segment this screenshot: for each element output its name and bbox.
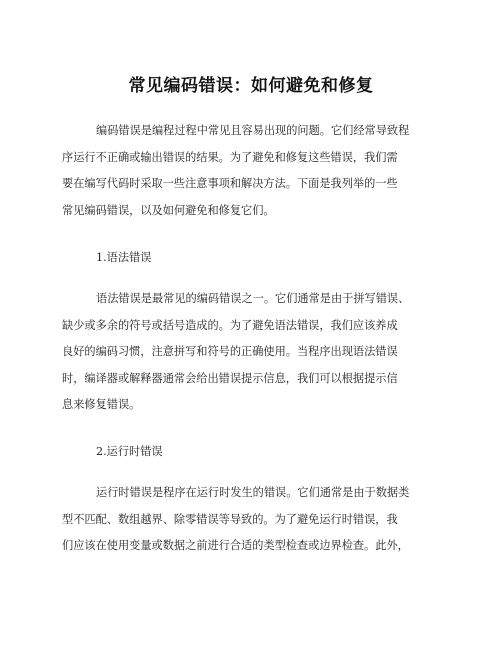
section-2-heading: 2.运行时错误 [96, 445, 163, 458]
section-1-line-5: 息来修复错误。 [62, 398, 141, 411]
section-1-line-2: 缺少或多余的符号或括号造成的。为了避免语法错误，我们应该养成 [62, 319, 398, 332]
section-1-line-1: 语法错误是最常见的编码错误之一。它们通常是由于拼写错误、 [96, 292, 410, 305]
section-1-line-4: 时，编译器或解释器通常会给出错误提示信息，我们可以根据提示信 [62, 372, 398, 385]
section-2-line-3: 们应该在使用变量或数据之前进行合适的类型检查或边界检查。此外， [62, 539, 409, 552]
intro-line-4: 常见编码错误，以及如何避免和修复它们。 [62, 204, 275, 217]
section-2-line-1: 运行时错误是程序在运行时发生的错误。它们通常是由于数据类 [96, 486, 410, 499]
section-2-line-2: 型不匹配、数组越界、除零错误等导致的。为了避免运行时错误，我 [62, 513, 398, 526]
section-1-heading: 1.语法错误 [96, 251, 152, 264]
intro-line-2: 序运行不正确或输出错误的结果。为了避免和修复这些错误，我们需 [62, 151, 398, 164]
intro-line-3: 要在编写代码时采取一些注意事项和解决方法。下面是我列举的一些 [62, 177, 398, 190]
section-1-line-3: 良好的编码习惯，注意拼写和符号的正确使用。当程序出现语法错误 [62, 345, 398, 358]
document-title: 常见编码错误：如何避免和修复 [128, 76, 374, 96]
intro-line-1: 编码错误是编程过程中常见且容易出现的问题。它们经常导致程 [96, 124, 410, 137]
